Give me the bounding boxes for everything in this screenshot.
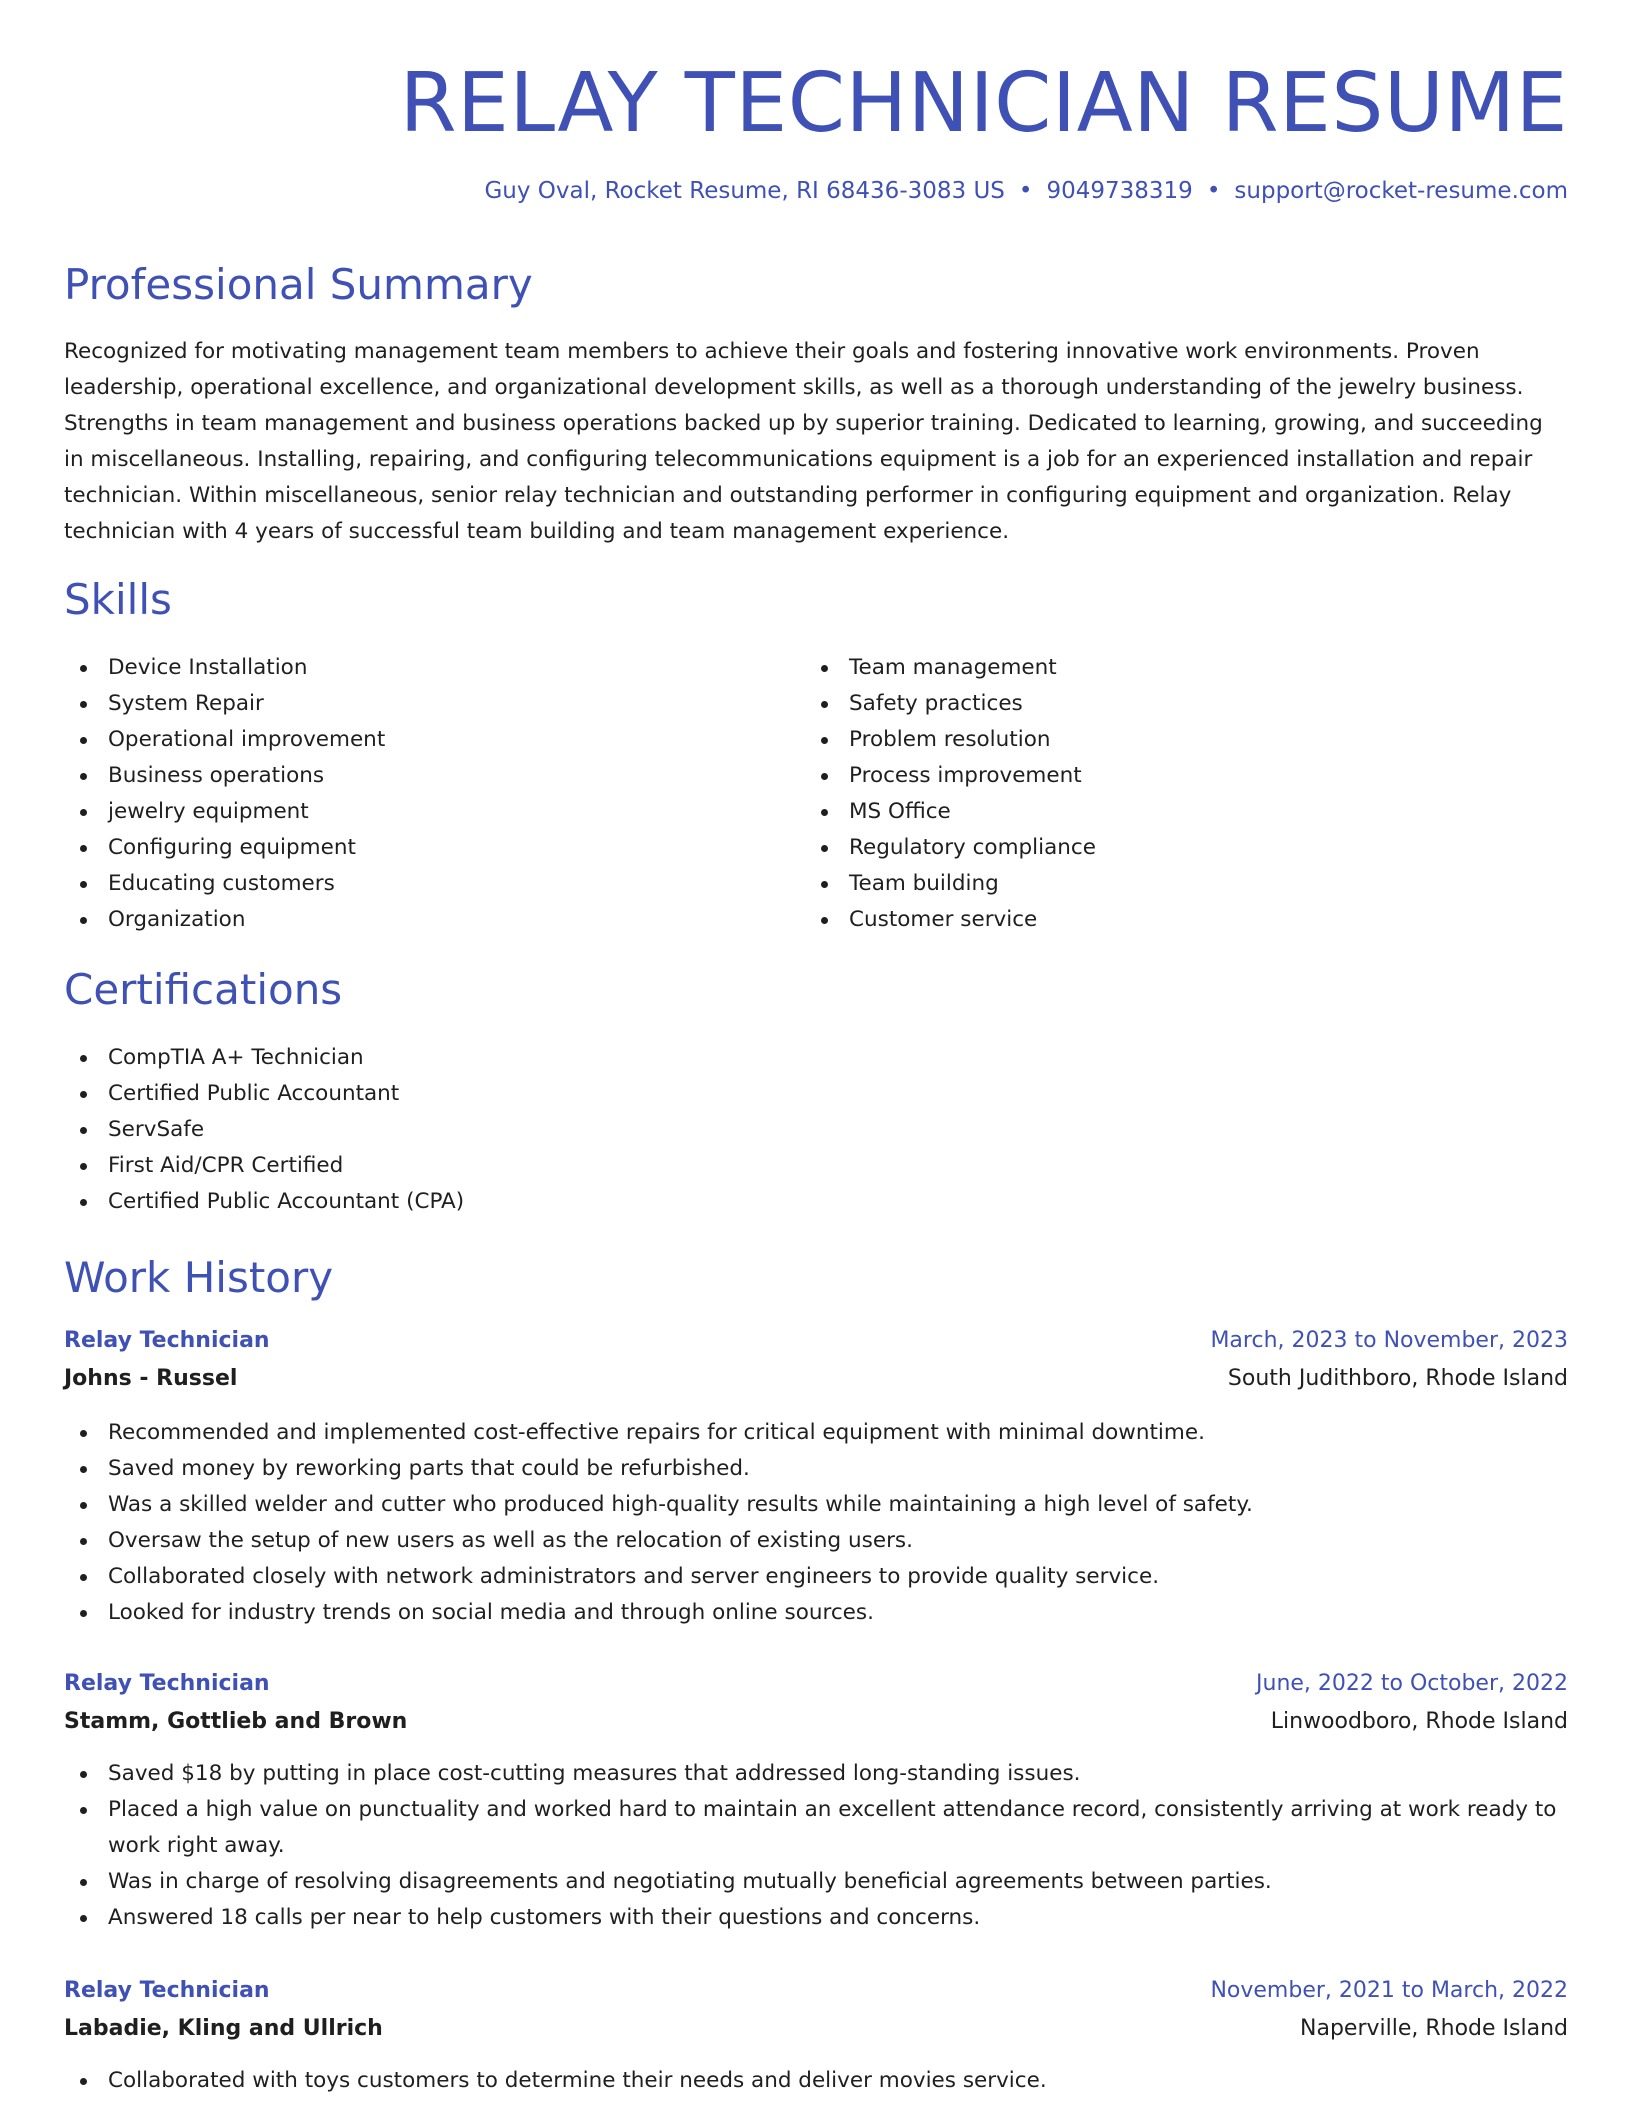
job-header-row (64, 1666, 1568, 1704)
job-bullets (64, 2063, 1568, 2099)
contact-email[interactable]: support@rocket-resume.com (1234, 178, 1568, 204)
skill-item: Configuring equipment (64, 830, 764, 866)
skill-item: Team building (805, 866, 1505, 902)
certification-item: CompTIA A+ Technician (64, 1040, 964, 1076)
job-entry (64, 1973, 1568, 2099)
resume-page (64, 0, 1568, 2093)
job-bullet: Saved money by reworking parts that could be refurbished. (64, 1451, 1568, 1487)
certification-item: Certified Public Accountant (64, 1076, 964, 1112)
skill-item: Device Installation (64, 650, 764, 686)
job-bullet: Placed a high value on punctuality and worked hard to maintain an excellent attendance record, consistently arriving at work ready to work right away. (64, 1792, 1568, 1864)
job-bullet: Was a skilled welder and cutter who produced high-quality results while maintaining a high level of safety. (64, 1487, 1568, 1523)
certification-item: ServSafe (64, 1112, 964, 1148)
skill-item: Process improvement (805, 758, 1505, 794)
job-title: Relay Technician (64, 1671, 270, 1696)
skill-item: Educating customers (64, 866, 764, 902)
job-dates: November, 2021 to March, 2022 (1210, 1978, 1568, 2003)
job-title: Relay Technician (64, 1978, 270, 2003)
resume-title: RELAY TECHNICIAN RESUME (399, 56, 1568, 151)
contact-separator: • (1018, 178, 1033, 204)
job-location: Naperville, Rhode Island (1300, 2016, 1568, 2041)
contact-address: Guy Oval, Rocket Resume, RI 68436-3083 US (484, 178, 1005, 204)
contact-line (484, 176, 1568, 206)
work-history-heading: Work History (64, 1253, 334, 1302)
skill-item: Problem resolution (805, 722, 1505, 758)
job-company-row (64, 1361, 1568, 1399)
certification-item: First Aid/CPR Certified (64, 1148, 964, 1184)
job-bullet: Collaborated closely with network administrators and server engineers to provide quality service. (64, 1559, 1568, 1595)
job-company-row (64, 1704, 1568, 1742)
job-bullet: Was in charge of resolving disagreements and negotiating mutually beneficial agreements between parties. (64, 1864, 1568, 1900)
job-bullets (64, 1756, 1568, 1936)
skill-item: Regulatory compliance (805, 830, 1505, 866)
job-entry (64, 1666, 1568, 1936)
skills-heading: Skills (64, 575, 172, 624)
job-dates: June, 2022 to October, 2022 (1256, 1671, 1568, 1696)
contact-phone: 9049738319 (1046, 178, 1193, 204)
skill-item: Organization (64, 902, 764, 938)
summary-heading: Professional Summary (64, 260, 533, 309)
certifications-heading: Certifications (64, 965, 343, 1014)
job-location: Linwoodboro, Rhode Island (1270, 1709, 1568, 1734)
job-entry (64, 1323, 1568, 1631)
skill-item: MS Office (805, 794, 1505, 830)
job-bullets (64, 1415, 1568, 1631)
skills-right-column (805, 650, 1505, 938)
job-title: Relay Technician (64, 1328, 270, 1353)
job-header-row (64, 1323, 1568, 1361)
skills-left-column (64, 650, 764, 938)
summary-text: Recognized for motivating management team members to achieve their goals and fostering innovative work environments. Proven leadership, operational excellence, and organizational development skills, as well as a thorough understanding of the jewelry business. Strengths in team management and business operations backed up by superior training. Dedicated to learning, growing, and succeeding in miscellaneous. Installing, repairing, and configuring telecommunications equipment is a job for an experienced installation and repair technician. Within miscellaneous, senior relay technician and outstanding performer in configuring equipment and organization. Relay technician with 4 years of successful team building and team management experience. (64, 339, 1543, 544)
skill-item: Customer service (805, 902, 1505, 938)
job-company: Labadie, Kling and Ullrich (64, 2016, 383, 2041)
skill-item: Safety practices (805, 686, 1505, 722)
job-bullet: Recommended and implemented cost-effective repairs for critical equipment with minimal downtime. (64, 1415, 1568, 1451)
certification-item: Certified Public Accountant (CPA) (64, 1184, 964, 1220)
job-header-row (64, 1973, 1568, 2011)
job-company: Johns - Russel (64, 1366, 238, 1391)
skill-item: Operational improvement (64, 722, 764, 758)
job-dates: March, 2023 to November, 2023 (1210, 1328, 1568, 1353)
job-bullet: Saved $18 by putting in place cost-cutting measures that addressed long-standing issues. (64, 1756, 1568, 1792)
skill-item: Team management (805, 650, 1505, 686)
certifications-list (64, 1040, 964, 1220)
job-company-row (64, 2011, 1568, 2049)
job-bullet: Oversaw the setup of new users as well as the relocation of existing users. (64, 1523, 1568, 1559)
skill-item: jewelry equipment (64, 794, 764, 830)
job-bullet: Collaborated with toys customers to determine their needs and deliver movies service. (64, 2063, 1568, 2099)
skill-item: System Repair (64, 686, 764, 722)
job-bullet: Answered 18 calls per near to help customers with their questions and concerns. (64, 1900, 1568, 1936)
contact-separator: • (1206, 178, 1221, 204)
job-company: Stamm, Gottlieb and Brown (64, 1709, 408, 1734)
job-location: South Judithboro, Rhode Island (1227, 1366, 1568, 1391)
skill-item: Business operations (64, 758, 764, 794)
job-bullet: Looked for industry trends on social media and through online sources. (64, 1595, 1568, 1631)
